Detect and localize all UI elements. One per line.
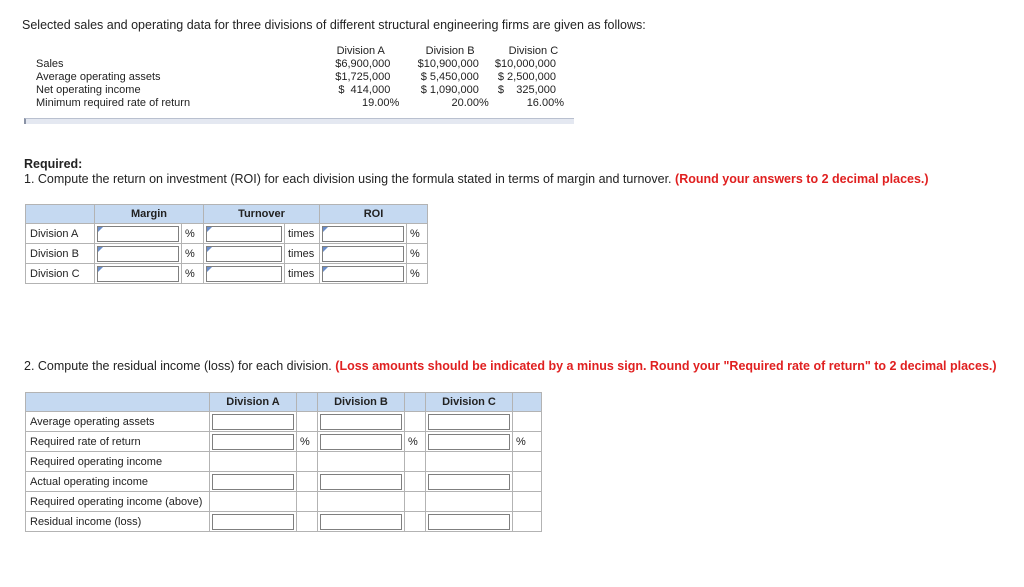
margin-input-a[interactable] xyxy=(97,226,179,242)
turnover-input-b[interactable] xyxy=(206,246,282,262)
requirement-2-text: 2. Compute the residual income (loss) for each division. xyxy=(24,359,332,373)
margin-unit-a: % xyxy=(182,224,204,244)
sales-division-c: $10,000,000 xyxy=(494,58,556,70)
col-header-division-a: Division A xyxy=(336,45,385,57)
requirement-1 xyxy=(24,172,929,186)
ri-actual-input-b[interactable] xyxy=(320,474,402,490)
turnover-input-a[interactable] xyxy=(206,226,282,242)
turnover-unit-b: times xyxy=(285,244,320,264)
ri-row-label-required-income: Required operating income xyxy=(26,452,210,472)
noi-division-a: $ 414,000 xyxy=(338,84,391,96)
noi-division-c: $ 325,000 xyxy=(497,84,556,96)
ri-row-label-actual-income: Actual operating income xyxy=(26,472,210,492)
row-label-assets: Average operating assets xyxy=(36,71,161,83)
roi-table xyxy=(25,204,428,284)
ri-rate-input-b[interactable] xyxy=(320,434,402,450)
turnover-input-c[interactable] xyxy=(206,266,282,282)
sales-division-b: $10,900,000 xyxy=(417,58,479,70)
ri-assets-input-c[interactable] xyxy=(428,414,510,430)
min-return-division-c: 16.00% xyxy=(526,97,564,109)
ri-residual-input-b[interactable] xyxy=(320,514,402,530)
roi-unit-a: % xyxy=(407,224,428,244)
sales-division-a: $6,900,000 xyxy=(335,58,391,70)
assets-division-a: $1,725,000 xyxy=(335,71,391,83)
ri-header-division-b: Division B xyxy=(318,393,405,412)
problem-intro: Selected sales and operating data for three divisions of different structural engineering firms are given as follows: xyxy=(22,18,646,32)
col-header-division-b: Division B xyxy=(425,45,475,57)
ri-actual-input-a[interactable] xyxy=(212,474,294,490)
ri-rate-input-a[interactable] xyxy=(212,434,294,450)
roi-header-margin: Margin xyxy=(95,205,204,224)
roi-unit-b: % xyxy=(407,244,428,264)
ri-assets-input-b[interactable] xyxy=(320,414,402,430)
min-return-division-a: 19.00% xyxy=(362,97,400,109)
residual-income-table xyxy=(25,392,542,532)
roi-unit-c: % xyxy=(407,264,428,284)
ri-row-label-assets: Average operating assets xyxy=(26,412,210,432)
ri-residual-input-c[interactable] xyxy=(428,514,510,530)
assets-division-b: $ 5,450,000 xyxy=(420,71,479,83)
turnover-unit-c: times xyxy=(285,264,320,284)
requirement-1-note: (Round your answers to 2 decimal places.) xyxy=(675,172,929,186)
table-divider xyxy=(24,118,574,124)
ri-actual-input-c[interactable] xyxy=(428,474,510,490)
roi-header-turnover: Turnover xyxy=(204,205,320,224)
ri-header-division-a: Division A xyxy=(210,393,297,412)
roi-input-b[interactable] xyxy=(322,246,404,262)
assets-division-c: $ 2,500,000 xyxy=(497,71,556,83)
row-label-sales: Sales xyxy=(36,58,64,70)
margin-unit-b: % xyxy=(182,244,204,264)
roi-header-roi: ROI xyxy=(320,205,428,224)
ri-assets-input-a[interactable] xyxy=(212,414,294,430)
ri-header-division-c: Division C xyxy=(426,393,513,412)
turnover-unit-a: times xyxy=(285,224,320,244)
margin-unit-c: % xyxy=(182,264,204,284)
operating-data-table xyxy=(24,45,572,110)
ri-row-label-residual: Residual income (loss) xyxy=(26,512,210,532)
requirement-2-note: (Loss amounts should be indicated by a minus sign. Round your "Required rate of return" to 2 decimal places.) xyxy=(335,359,997,373)
requirement-1-text: 1. Compute the return on investment (ROI) for each division using the formula stated in terms of margin and turnover. xyxy=(24,172,672,186)
row-label-noi: Net operating income xyxy=(36,84,141,96)
roi-row-label-a: Division A xyxy=(26,224,95,244)
margin-input-c[interactable] xyxy=(97,266,179,282)
roi-row-label-b: Division B xyxy=(26,244,95,264)
margin-input-b[interactable] xyxy=(97,246,179,262)
roi-input-a[interactable] xyxy=(322,226,404,242)
roi-input-c[interactable] xyxy=(322,266,404,282)
col-header-division-c: Division C xyxy=(508,45,559,57)
ri-row-label-required-above: Required operating income (above) xyxy=(26,492,210,512)
row-label-min-return: Minimum required rate of return xyxy=(36,97,191,109)
ri-rate-unit-b: % xyxy=(405,432,426,452)
noi-division-b: $ 1,090,000 xyxy=(420,84,479,96)
required-heading: Required: xyxy=(24,157,83,171)
min-return-division-b: 20.00% xyxy=(451,97,489,109)
requirement-2 xyxy=(24,359,997,373)
ri-rate-unit-a: % xyxy=(297,432,318,452)
ri-residual-input-a[interactable] xyxy=(212,514,294,530)
ri-rate-unit-c: % xyxy=(513,432,542,452)
ri-row-label-rate: Required rate of return xyxy=(26,432,210,452)
ri-rate-input-c[interactable] xyxy=(428,434,510,450)
roi-row-label-c: Division C xyxy=(26,264,95,284)
